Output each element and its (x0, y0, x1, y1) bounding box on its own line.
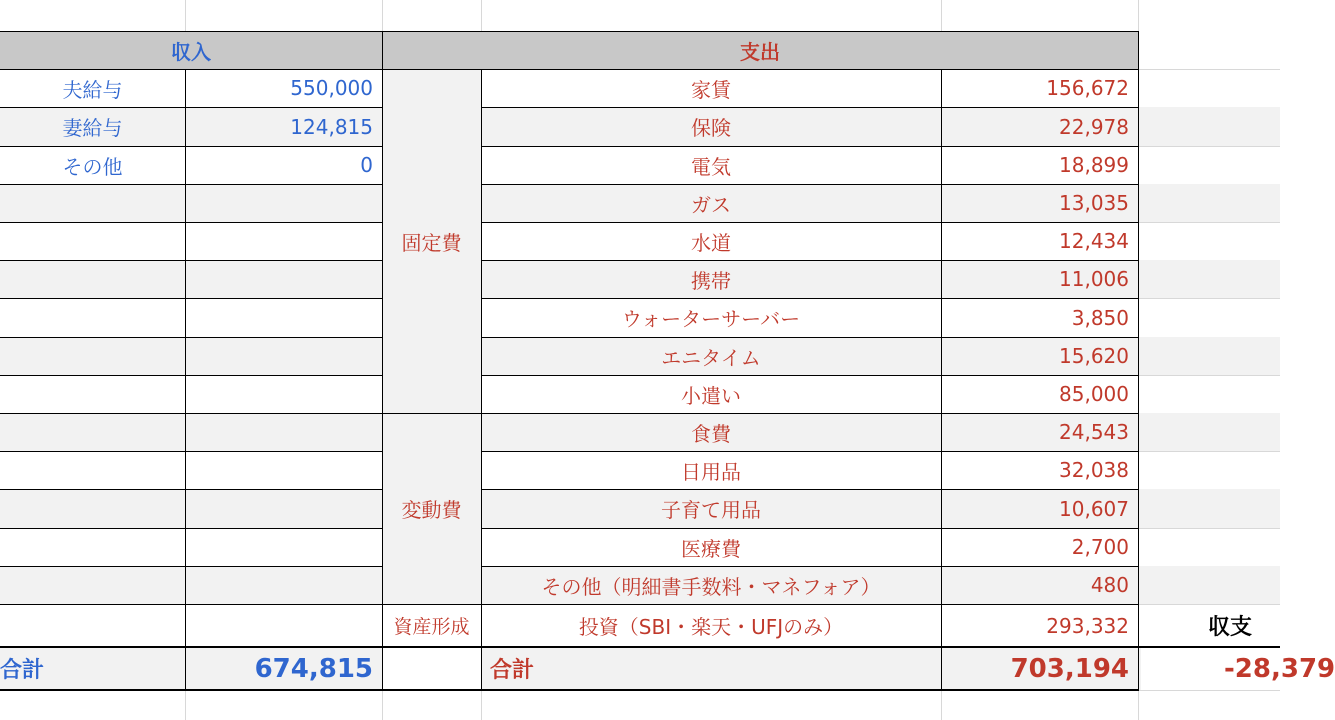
border (481, 222, 1139, 223)
expense-item-label[interactable]: 水道 (691, 230, 731, 255)
border (382, 31, 383, 690)
border (0, 146, 382, 147)
row-shade (0, 337, 382, 375)
expense-item-value[interactable]: 32,038 (1059, 458, 1129, 482)
expense-item-value[interactable]: 480 (1090, 573, 1129, 597)
income-label-cell[interactable]: 妻給与 (62, 116, 123, 140)
border (0, 413, 1139, 414)
gridline (1138, 146, 1280, 147)
income-total-value[interactable]: 674,815 (254, 653, 373, 684)
row-shade (0, 260, 382, 298)
expense-item-value[interactable]: 85,000 (1059, 382, 1129, 406)
border (481, 489, 1139, 490)
expense-item-value[interactable]: 18,899 (1059, 153, 1129, 177)
border (481, 184, 1139, 185)
border (0, 566, 382, 567)
income-total-label[interactable]: 合計 (0, 658, 45, 683)
expense-item-label[interactable]: ウォーターサーバー (621, 307, 801, 331)
expense-item-value[interactable]: 11,006 (1059, 267, 1129, 291)
border (481, 260, 1139, 261)
expense-item-value[interactable]: 13,035 (1059, 191, 1129, 215)
border (481, 107, 1139, 108)
expense-item-label[interactable]: その他（明細書手数料・マネフォア） (541, 574, 881, 599)
expense-item-value[interactable]: 293,332 (1046, 613, 1129, 638)
border (0, 646, 1280, 648)
expense-item-value[interactable]: 15,620 (1059, 344, 1129, 368)
row-shade (0, 489, 382, 528)
border (481, 451, 1139, 452)
expense-item-value[interactable]: 22,978 (1059, 114, 1129, 139)
border (185, 69, 186, 690)
border (0, 451, 382, 452)
border (0, 375, 382, 376)
expense-item-label[interactable]: 家賃 (691, 77, 731, 102)
gridline (1138, 375, 1280, 376)
row-shade (0, 413, 382, 451)
gridline (1138, 222, 1280, 223)
border (0, 222, 382, 223)
row-shade (0, 566, 382, 604)
border (481, 69, 482, 690)
border (0, 489, 382, 490)
expense-item-label[interactable]: エニタイム (661, 345, 761, 370)
border (1138, 31, 1139, 690)
gridline (1138, 451, 1280, 452)
expense-item-label[interactable]: 日用品 (681, 459, 741, 484)
border (481, 146, 1139, 147)
border (481, 298, 1139, 299)
expense-item-value[interactable]: 3,850 (1071, 305, 1129, 330)
expense-item-label[interactable]: 保険 (691, 116, 731, 140)
income-value-cell[interactable]: 550,000 (290, 76, 373, 100)
border (481, 528, 1139, 529)
balance-label[interactable]: 収支 (1207, 615, 1252, 640)
expense-item-label[interactable]: 小遣い (681, 383, 741, 408)
income-value-cell[interactable]: 0 (360, 153, 373, 177)
expense-header[interactable]: 支出 (382, 31, 1138, 69)
income-label-cell[interactable]: その他 (62, 154, 123, 179)
expense-item-label[interactable]: 子育て用品 (661, 498, 761, 522)
expense-item-value[interactable]: 10,607 (1059, 496, 1129, 521)
expense-item-label[interactable]: ガス (691, 192, 731, 217)
border (0, 260, 382, 261)
border (481, 566, 1139, 567)
border (0, 689, 1139, 691)
border (0, 107, 382, 108)
expense-category-variable[interactable]: 変動費 (401, 498, 462, 522)
income-value-cell[interactable]: 124,815 (290, 114, 373, 139)
expense-total-label[interactable]: 合計 (490, 658, 535, 683)
border (0, 298, 382, 299)
border (0, 604, 1139, 605)
border (481, 375, 1139, 376)
income-header[interactable]: 収入 (0, 31, 382, 69)
gridline (1138, 528, 1280, 529)
expense-item-value[interactable]: 12,434 (1059, 229, 1129, 253)
balance-value[interactable]: -28,379 (1224, 653, 1335, 684)
gridline (1138, 298, 1280, 299)
expense-item-value[interactable]: 2,700 (1071, 535, 1129, 559)
expense-item-value[interactable]: 156,672 (1046, 76, 1129, 100)
border (0, 69, 1139, 70)
gridline (1138, 69, 1280, 70)
expense-item-label[interactable]: 電気 (691, 154, 731, 179)
border (481, 337, 1139, 338)
expense-total-value[interactable]: 703,194 (1010, 653, 1129, 684)
expense-item-label[interactable]: 投資（SBI・楽天・UFJのみ） (578, 615, 844, 639)
expense-item-label[interactable]: 医療費 (681, 536, 741, 561)
border (0, 31, 1139, 32)
income-label-cell[interactable]: 夫給与 (62, 77, 123, 102)
expense-item-label[interactable]: 食費 (691, 421, 731, 446)
border (0, 184, 382, 185)
border (941, 69, 942, 690)
row-shade (0, 184, 382, 222)
border (0, 337, 382, 338)
border (0, 528, 382, 529)
expense-item-label[interactable]: 携帯 (691, 268, 731, 293)
expense-item-value[interactable]: 24,543 (1059, 420, 1129, 444)
expense-category-fixed[interactable]: 固定費 (401, 230, 462, 255)
expense-category-assets[interactable]: 資産形成 (393, 616, 470, 638)
